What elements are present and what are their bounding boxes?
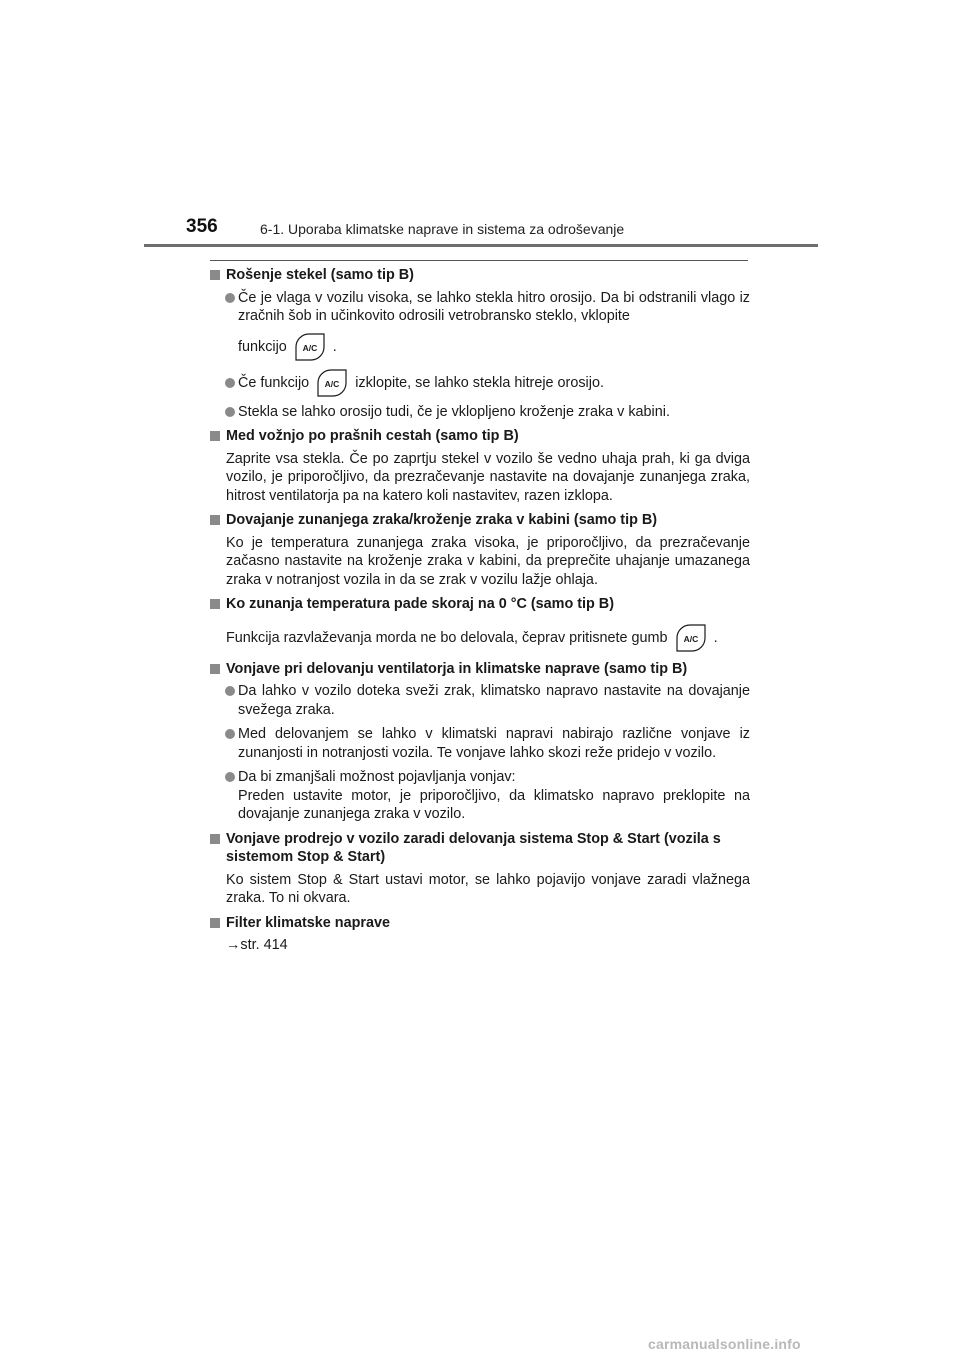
- round-bullet-icon: [225, 407, 235, 417]
- bullet-odors-fresh-air: Da lahko v vozilo doteka sveži zrak, klimatsko napravo nastavite na dovajanje svežega zraka.: [210, 682, 750, 719]
- svg-text:A/C: A/C: [324, 378, 340, 389]
- section-title-odors: Vonjave pri delovanju ventilatorja in klimatske naprave (samo tip B): [210, 660, 750, 679]
- ac-button-icon: [315, 368, 349, 398]
- square-bullet-icon: [210, 599, 220, 609]
- paragraph-dusty-roads: Zaprite vsa stekla. Če po zaprtju stekel v vozilo še vedno uhaja prah, ki ga dviga vozilo, je priporočljivo, da prezračevanje nastavite na dovajanje zunanjega zraka, hitrost ventilatorja pa na katero koli nastavitev, razen izklopa.: [226, 450, 750, 504]
- paragraph-low-temperature: Funkcija razvlaževanja morda ne bo delovala, čeprav pritisnete gumb A/C .: [210, 622, 750, 654]
- square-bullet-icon: [210, 515, 220, 525]
- chapter-title: 6-1. Uporaba klimatske naprave in sistema za odroševanje: [260, 221, 625, 237]
- site-watermark: carmanualsonline.info: [648, 1336, 801, 1352]
- svg-text:A/C: A/C: [683, 633, 698, 644]
- page-header: [0, 0, 960, 246]
- square-bullet-icon: [210, 834, 220, 844]
- ac-button-icon: [293, 332, 327, 362]
- square-bullet-icon: [210, 431, 220, 441]
- bullet-fogging-funkcijo: funkcijo A/C .: [210, 331, 750, 363]
- round-bullet-icon: [225, 378, 235, 388]
- square-bullet-icon: [210, 270, 220, 280]
- round-bullet-icon: [225, 772, 235, 782]
- header-rule: [144, 244, 818, 247]
- bullet-odors-accumulate: Med delovanjem se lahko v klimatski napravi nabirajo različne vonjave iz zunanjosti in notranjosti vozila. Te vonjave lahko skozi reže pridejo v vozilo.: [210, 725, 750, 762]
- square-bullet-icon: [210, 918, 220, 928]
- page-content: [210, 266, 750, 955]
- square-bullet-icon: [210, 664, 220, 674]
- round-bullet-icon: [225, 686, 235, 696]
- content-top-rule: [210, 260, 748, 261]
- section-title-ac-filter: Filter klimatske naprave: [210, 914, 750, 933]
- section-title-fogging: Rošenje stekel (samo tip B): [210, 266, 750, 285]
- round-bullet-icon: [225, 729, 235, 739]
- bullet-odors-reduce: Da bi zmanjšali možnost pojavljanja vonjav: Preden ustavite motor, je priporočljivo, da klimatsko napravo preklopite na dovajanje zunanjega zraka v vozilo.: [210, 768, 750, 824]
- bullet-fogging-off: Če funkcijo A/C izklopite, se lahko stekla hitreje orosijo.: [210, 367, 750, 399]
- section-title-dusty-roads: Med vožnjo po prašnih cestah (samo tip B): [210, 427, 750, 446]
- paragraph-air-intake: Ko je temperatura zunanjega zraka visoka, je priporočljivo, da prezračevanje začasno nastavite na kroženje zraka v kabini, da preprečite uhajanje umazanega zraka v notranjost vozila in da se zrak v vozilu lažje ohlaja.: [226, 534, 750, 588]
- bullet-fogging-humidity: Če je vlaga v vozilu visoka, se lahko stekla hitro orosijo. Da bi odstranili vlago iz zračnih šob in učinkovito odrosili vetrobransko steklo, vklopite: [210, 289, 750, 326]
- ac-button-icon: [674, 623, 708, 653]
- svg-text:A/C: A/C: [302, 342, 318, 353]
- page-reference-link[interactable]: →str. 414: [226, 937, 288, 953]
- round-bullet-icon: [225, 293, 235, 303]
- section-title-air-intake: Dovajanje zunanjega zraka/kroženje zraka v kabini (samo tip B): [210, 511, 750, 530]
- section-title-low-temperature: Ko zunanja temperatura pade skoraj na 0 °C (samo tip B): [210, 595, 750, 614]
- page-number: 356: [186, 216, 218, 237]
- paragraph-stop-start-odors: Ko sistem Stop & Start ustavi motor, se lahko pojavijo vonjave zaradi vlažnega zraka. To ni okvara.: [226, 871, 750, 906]
- section-title-stop-start-odors: Vonjave prodrejo v vozilo zaradi delovanja sistema Stop & Start (vozila s sistemom Stop & Start): [210, 830, 750, 867]
- bullet-fogging-recirculation: Stekla se lahko orosijo tudi, če je vklopljeno kroženje zraka v kabini.: [210, 403, 750, 422]
